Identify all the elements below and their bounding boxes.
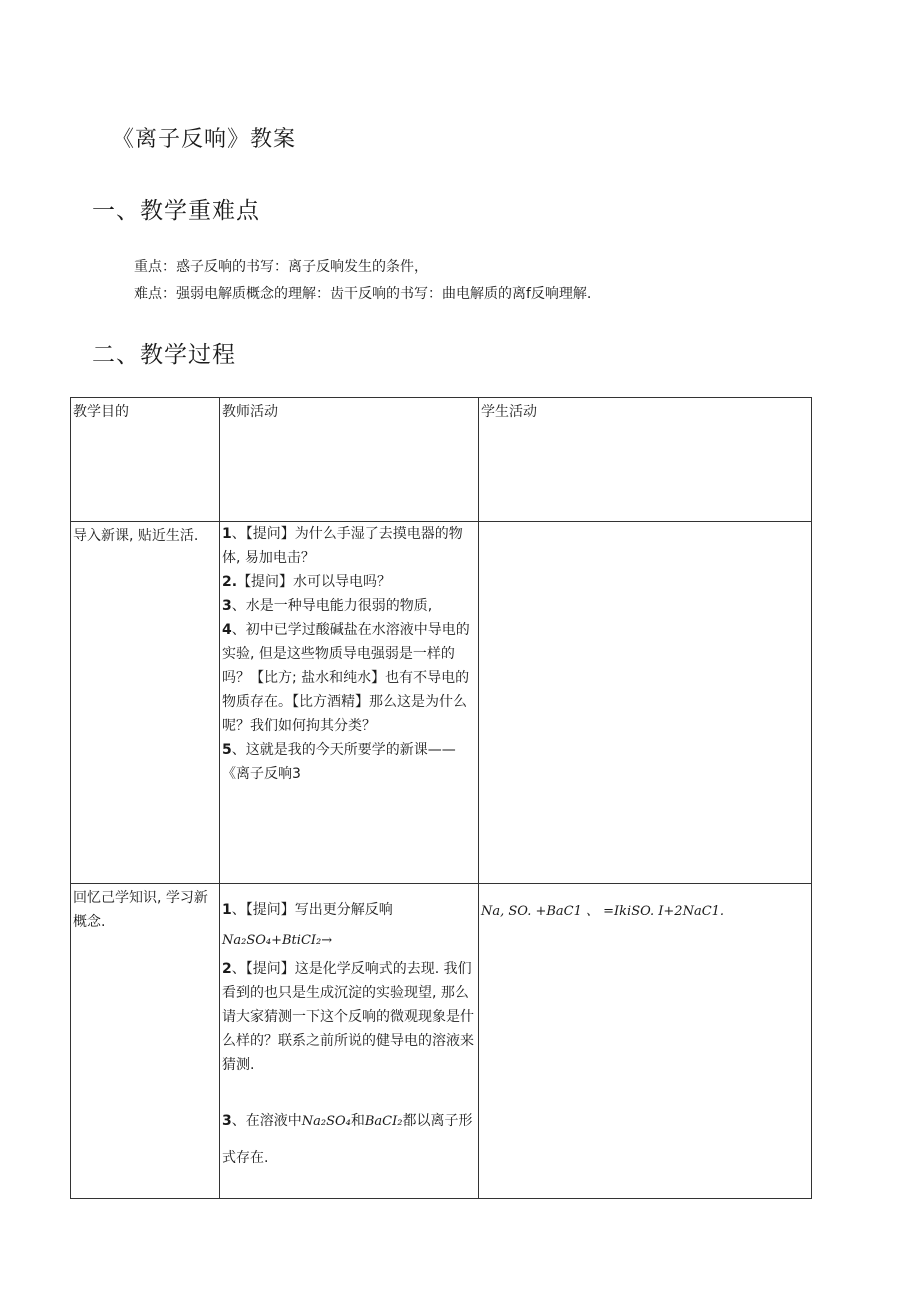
- purpose-text: 回忆己学知识, 学习新概念.: [73, 890, 208, 930]
- teaching-process-table: [70, 397, 812, 1199]
- header-cell-student: 学生活动: [479, 398, 812, 522]
- key-point-text: 重点：惑子反响的书写：离子反响发生的条件，: [134, 259, 428, 275]
- student-activity-cell: [479, 522, 812, 884]
- teacher-item-2: 2、【提问】这是化学反响式的去现. 我们看到的也只是生成沉淀的实验现望, 那么请大家猜测一下这个反响的微观现象是什么样的？联系之前所说的健导电的溶液来猜测.: [222, 961, 474, 1073]
- teacher-item-1: 1、【提问】为什么手湿了去摸电器的物体, 易加电击？: [222, 526, 463, 566]
- teacher-item-3: 3、水是一种导电能力很弱的物质,: [222, 598, 433, 614]
- teacher-item-1-formula: Na₂SO₄+BtiCI₂→: [222, 933, 333, 948]
- table-row: [71, 522, 812, 884]
- header-cell-teacher: 教师活动: [220, 398, 479, 522]
- table-row: [71, 884, 812, 1199]
- document-title: 《离子反响》教案: [112, 127, 297, 152]
- purpose-text: 导入新课, 贴近生活.: [73, 528, 199, 544]
- difficult-point-text: 难点：强弱电解质概念的理解：齿干反响的书写：曲电解质的离f反响理解.: [134, 286, 592, 302]
- teacher-item-2: 2.【提问】水可以导电吗？: [222, 574, 392, 590]
- student-equation: Na, SO. +BaC1 、 =IkiSO. I+2NaC1.: [481, 904, 725, 919]
- purpose-cell: [71, 884, 220, 1199]
- section-heading-key-points: 一、教学重难点: [92, 198, 260, 224]
- teacher-item-1: 1、【提问】写出更分解反响: [222, 902, 393, 918]
- teacher-item-3: 3、在溶液中Na₂SO₄和BaCI₂都以离子形式存在.: [222, 1113, 473, 1166]
- teacher-activity-cell: [220, 884, 479, 1199]
- teacher-item-4: 4、初中已学过酸碱盐在水溶液中导电的实验, 但是这些物质导电强弱是一样的吗？【比方; 盐水和纯水】也有不导电的物质存在。【比方酒精】那么这是为什么呢？我们如何拘其分类？: [222, 622, 470, 734]
- table-header-row: [71, 398, 812, 522]
- teacher-activity-cell: [220, 522, 479, 884]
- purpose-cell: [71, 522, 220, 884]
- student-activity-cell: [479, 884, 812, 1199]
- section-heading-process: 二、教学过程: [92, 342, 236, 368]
- teacher-item-5: 5、这就是我的今天所要学的新课——《离子反响3: [222, 742, 456, 782]
- header-cell-purpose: 教学目的: [71, 398, 220, 522]
